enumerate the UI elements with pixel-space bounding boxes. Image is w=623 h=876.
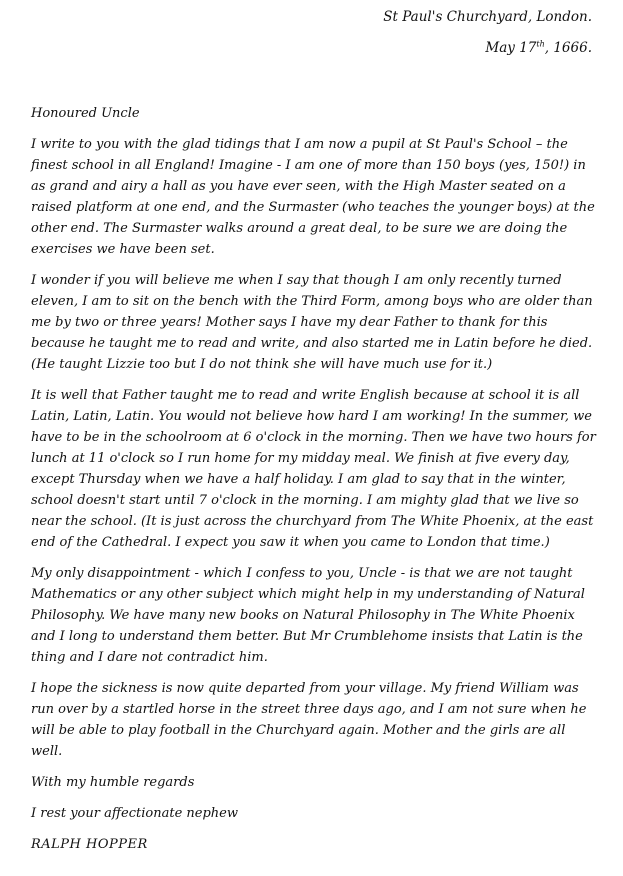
date-year: , 1666. [544, 40, 592, 56]
paragraph-school-intro: I write to you with the glad tidings that I am now a pupil at St Paul's School – the finest school in all England! Imagine - I am one of more than 150 boys (yes, 150!) in as grand and airy a hall as you have ever seen, with the High Master seated on a raised platform at one end, and the Surmaster (who teaches the younger boys) at the other end. The Surmaster walks around a great deal, to be sure we are doing the exercises we have been set. [31, 137, 595, 257]
date-ordinal: th [536, 39, 545, 49]
letter-body [31, 103, 596, 865]
date-month-day: May 17 [485, 40, 537, 56]
letter-date [485, 40, 592, 56]
paragraph-disappointment: My only disappointment - which I confess to you, Uncle - is that we are not taught Mathematics or any other subject which might help in my understanding of Natural Philosophy. We have many new books on Natural Philosophy in The White Phoenix and I long to understand them better. But Mr Crumblehome insists that Latin is the thing and I dare not contradict him. [31, 566, 585, 665]
closing-nephew: I rest your affectionate nephew [31, 806, 238, 821]
sender-address: St Paul's Churchyard, London. [383, 9, 592, 25]
paragraph-third-form: I wonder if you will believe me when I say that though I am only recently turned eleven, I am to sit on the bench with the Third Form, among boys who are older than me by two or three years! Mother says I have my dear Father to thank for this because he taught me to read and write, and also started me in Latin before he died. (He taught Lizzie too but I do not think she will have much use for it.) [31, 273, 593, 372]
salutation: Honoured Uncle [31, 106, 140, 121]
closing-regards: With my humble regards [31, 775, 195, 790]
paragraph-school-hours: It is well that Father taught me to read and write English because at school it is all Latin, Latin, Latin. You would not believe how hard I am working! In the summer, we have to be in the schoolroom at 6 o'clock in the morning. Then we have two hours for lunch at 11 o'clock so I run home for my midday meal. We finish at five every day, except Thursday when we have a half holiday. I am glad to say that in the winter, school doesn't start until 7 o'clock in the morning. I am mighty glad that we live so near the school. (It is just across the churchyard from The White Phoenix, at the east end of the Cathedral. I expect you saw it when you came to London that time.) [31, 388, 596, 550]
signature: RALPH HOPPER [31, 837, 148, 852]
paragraph-sickness: I hope the sickness is now quite departed from your village. My friend William was run over by a startled horse in the street three days ago, and I am not sure when he will be able to play football in the Churchyard again. Mother and the girls are all well. [31, 681, 587, 759]
